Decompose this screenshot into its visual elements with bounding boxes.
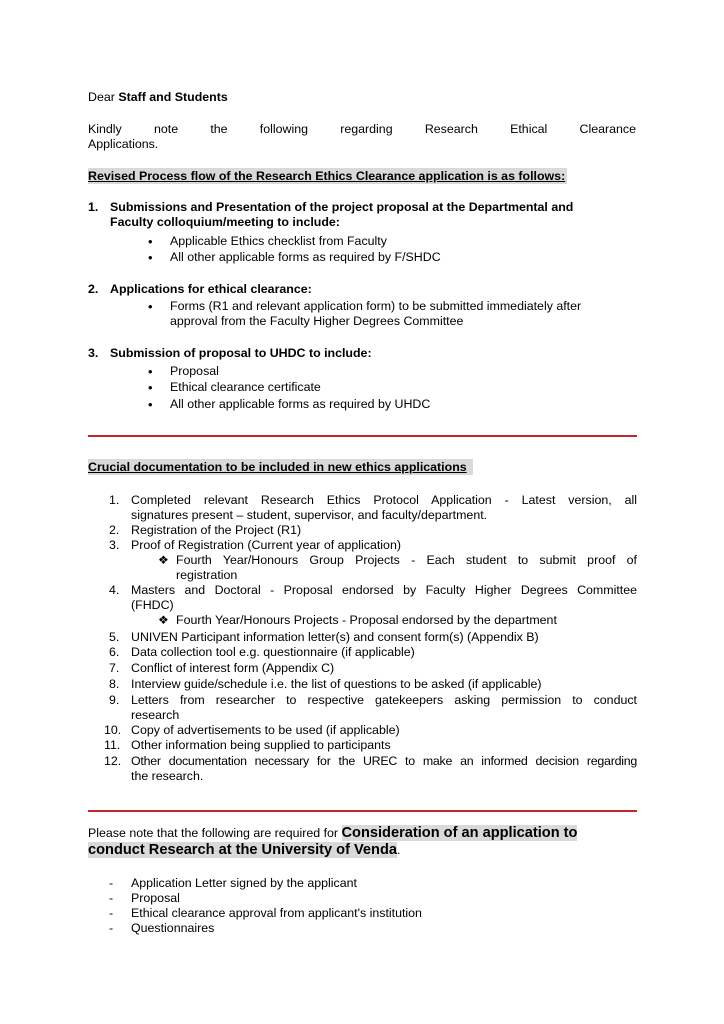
doc-item-number: 6. — [109, 645, 120, 659]
doc-item-number: 10. — [104, 723, 122, 737]
doc-item-4-line-2: (FHDC) — [131, 598, 174, 612]
step-3-bullet-3: All other applicable forms as required by UHDC — [170, 397, 431, 411]
step-1-title-line-1: Submissions and Presentation of the project proposal at the Departmental and — [110, 200, 574, 214]
consideration-highlight-2: conduct Research at the University of Venda — [88, 842, 397, 858]
dash-bullet-icon: - — [109, 891, 114, 905]
intro-line-1: Kindly note the following regarding Research Ethical Clearance — [88, 122, 636, 136]
bullet-icon: • — [148, 397, 153, 412]
step-2-bullet-1: Forms (R1 and relevant application form) to be submitted immediately after — [170, 299, 582, 313]
doc-item-4-line-1: Masters and Doctoral - Proposal endorsed by Faculty Higher Degrees Committee — [131, 583, 637, 597]
bullet-icon: • — [148, 380, 153, 395]
doc-subitem-2: Fourth Year/Honours Projects - Proposal endorsed by the department — [176, 613, 557, 627]
step-3-bullet-1: Proposal — [170, 364, 219, 378]
step-1-bullet-1: Applicable Ethics checklist from Faculty — [170, 234, 387, 248]
bullet-icon: • — [148, 299, 153, 314]
doc-item-number: 4. — [109, 583, 120, 597]
consideration-paragraph — [88, 826, 577, 841]
greeting-prefix: Dear — [88, 90, 115, 104]
doc-item-number: 7. — [109, 661, 120, 675]
consideration-highlight-1: Consideration of an application to — [341, 825, 578, 841]
doc-item-number: 3. — [109, 538, 120, 552]
bullet-icon: • — [148, 364, 153, 379]
step-1-title-line-2: Faculty colloquium/meeting to include: — [110, 215, 340, 229]
bullet-icon: • — [148, 250, 153, 265]
doc-item-3: Proof of Registration (Current year of application) — [131, 538, 401, 552]
doc-item-number: 12. — [104, 754, 122, 768]
doc-item-number: 5. — [109, 630, 120, 644]
step-3-title: Submission of proposal to UHDC to include: — [110, 346, 372, 360]
doc-item-9-line-1: Letters from researcher to respective gatekeepers asking permission to conduct — [131, 693, 637, 707]
doc-subitem-1-line-2: registration — [176, 568, 238, 582]
doc-item-6: Data collection tool e.g. questionnaire (if applicable) — [131, 645, 415, 659]
doc-item-9-line-2: research — [131, 708, 180, 722]
intro-line-2: Applications. — [88, 137, 159, 151]
doc-item-8: Interview guide/schedule i.e. the list of questions to be asked (if applicable) — [131, 677, 542, 691]
dash-bullet-icon: - — [109, 906, 114, 920]
step-3-bullet-2: Ethical clearance certificate — [170, 380, 321, 394]
step-1-bullet-2: All other applicable forms as required by F/SHDC — [170, 250, 441, 264]
required-item-4: Questionnaires — [131, 921, 215, 935]
step-1-number: 1. — [88, 200, 99, 214]
doc-item-number: 1. — [109, 493, 120, 507]
step-3-number: 3. — [88, 346, 99, 360]
doc-item-number: 9. — [109, 693, 120, 707]
doc-item-12-line-2: the research. — [131, 769, 204, 783]
section-divider — [88, 435, 637, 437]
required-item-1: Application Letter signed by the applicant — [131, 876, 357, 890]
step-2-title: Applications for ethical clearance: — [110, 282, 312, 296]
doc-item-12-line-1: Other documentation necessary for the UREC to make an informed decision regarding — [131, 754, 637, 768]
required-item-2: Proposal — [131, 891, 180, 905]
doc-item-10: Copy of advertisements to be used (if applicable) — [131, 723, 400, 737]
doc-item-11: Other information being supplied to participants — [131, 738, 391, 752]
dash-bullet-icon: - — [109, 876, 114, 890]
doc-item-7: Conflict of interest form (Appendix C) — [131, 661, 335, 675]
section-divider — [88, 810, 637, 812]
dash-bullet-icon: - — [109, 921, 114, 935]
diamond-bullet-icon: ❖ — [158, 553, 169, 567]
doc-item-1-line-2: signatures present – student, supervisor, and faculty/department. — [131, 508, 488, 522]
greeting — [88, 90, 228, 105]
consideration-lead: Please note that the following are required for — [88, 826, 339, 840]
doc-item-2: Registration of the Project (R1) — [131, 523, 302, 537]
section-process-heading: Revised Process flow of the Research Ethics Clearance application is as follows: — [88, 169, 566, 183]
section-documentation-heading: Crucial documentation to be included in new ethics applications — [88, 460, 473, 475]
diamond-bullet-icon: ❖ — [158, 613, 169, 627]
doc-item-number: 2. — [109, 523, 120, 537]
doc-item-5: UNIVEN Participant information letter(s) and consent form(s) (Appendix B) — [131, 630, 539, 644]
consideration-paragraph-line-2: conduct Research at the University of Venda. — [88, 842, 401, 858]
doc-item-number: 11. — [104, 738, 121, 752]
doc-item-1-line-1: Completed relevant Research Ethics Protocol Application - Latest version, all — [131, 493, 637, 507]
bullet-icon: • — [148, 234, 153, 249]
step-2-bullet-1-continuation: approval from the Faculty Higher Degrees Committee — [170, 314, 464, 328]
required-item-3: Ethical clearance approval from applicant's institution — [131, 906, 422, 920]
greeting-recipients: Staff and Students — [118, 90, 228, 104]
doc-subitem-1-line-1: Fourth Year/Honours Group Projects - Each student to submit proof of — [176, 553, 637, 567]
doc-item-number: 8. — [109, 677, 120, 691]
step-2-number: 2. — [88, 282, 99, 296]
